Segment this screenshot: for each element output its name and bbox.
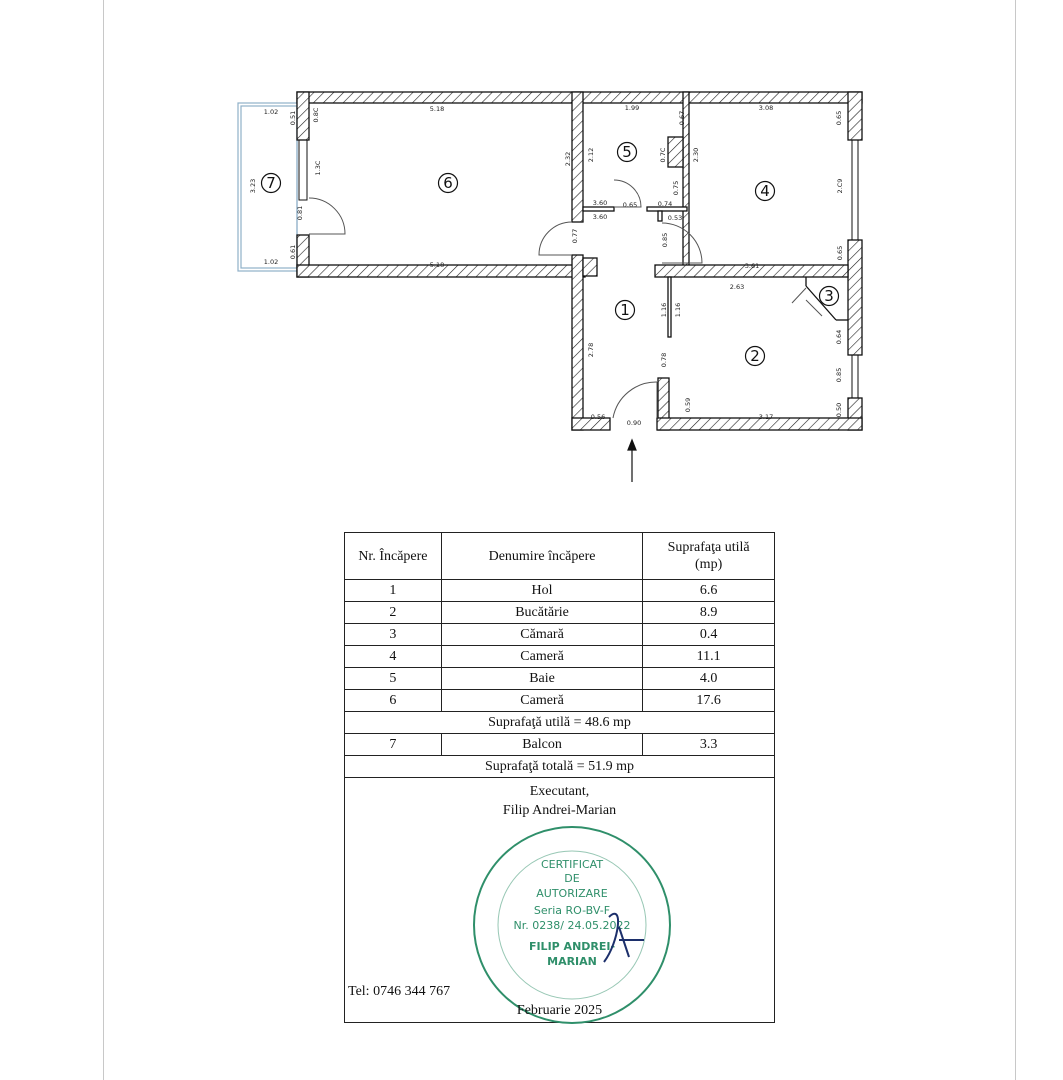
dimension-label: 2.30 bbox=[692, 147, 700, 163]
dimension-label: 0.56 bbox=[590, 413, 606, 421]
dimension-label: 0.75 bbox=[672, 180, 680, 196]
dimension-label: 5.18 bbox=[429, 261, 445, 269]
dimension-label: 5.18 bbox=[429, 105, 445, 113]
room-name: Balcon bbox=[441, 734, 642, 756]
dimension-label: 1.16 bbox=[674, 302, 682, 318]
room-area: 3.3 bbox=[643, 734, 775, 756]
dimension-label: 0.59 bbox=[684, 397, 692, 413]
room-name: Baie bbox=[441, 668, 642, 690]
dimension-label: 0.64 bbox=[835, 329, 843, 345]
header-room-name: Denumire încăpere bbox=[441, 533, 642, 580]
room-number: 7 bbox=[266, 174, 276, 192]
room-number: 1 bbox=[620, 301, 630, 319]
total-area: Suprafaţă totală = 51.9 mp bbox=[345, 756, 775, 778]
dimension-label: 2.12 bbox=[587, 147, 595, 163]
table-row bbox=[345, 602, 775, 624]
table-row bbox=[345, 646, 775, 668]
room-area: 0.4 bbox=[643, 624, 775, 646]
room-name: Bucătărie bbox=[441, 602, 642, 624]
dimension-label: 3.23 bbox=[249, 178, 257, 194]
dimension-label: 0.85 bbox=[835, 367, 843, 383]
dimension-label: 3.17 bbox=[758, 413, 774, 421]
document-date: Februarie 2025 bbox=[516, 1003, 603, 1018]
dimension-label: 0.77 bbox=[571, 228, 579, 244]
dimension-label: 2.32 bbox=[564, 151, 572, 167]
dimension-label: 0.50 bbox=[835, 402, 843, 418]
header-area-unit: (mp) bbox=[695, 557, 723, 572]
dimension-label: 0.65 bbox=[836, 245, 844, 261]
room-nr: 4 bbox=[345, 646, 442, 668]
dimension-label: 1.99 bbox=[624, 104, 640, 112]
entrance-arrow bbox=[628, 440, 636, 482]
dimension-label: 2.78 bbox=[587, 342, 595, 358]
room-markers bbox=[262, 143, 839, 366]
table-row bbox=[345, 624, 775, 646]
room-nr: 7 bbox=[345, 734, 442, 756]
table-row bbox=[345, 580, 775, 602]
room-nr: 5 bbox=[345, 668, 442, 690]
room-nr: 2 bbox=[345, 602, 442, 624]
executant-label: Executant, bbox=[529, 784, 590, 799]
dimension-label: 0.78 bbox=[660, 352, 668, 368]
useful-area-total: Suprafaţă utilă = 48.6 mp bbox=[345, 712, 775, 734]
dimension-label: 0.8C bbox=[312, 107, 320, 123]
dimension-label: 0.53 bbox=[667, 214, 683, 222]
dimension-label: 0.51 bbox=[289, 110, 297, 126]
room-name: Cămară bbox=[441, 624, 642, 646]
table-row bbox=[345, 734, 775, 756]
signature-row bbox=[345, 778, 775, 1023]
room-name: Cameră bbox=[441, 646, 642, 668]
stamp-line: FILIP ANDREI- bbox=[528, 940, 616, 953]
header-area-label: Suprafaţa utilă bbox=[667, 540, 750, 555]
room-area: 6.6 bbox=[643, 580, 775, 602]
room-nr: 1 bbox=[345, 580, 442, 602]
useful-area-row bbox=[345, 712, 775, 734]
phone-number: Tel: 0746 344 767 bbox=[348, 984, 451, 999]
authorization-stamp bbox=[469, 822, 675, 1028]
room-area: 8.9 bbox=[643, 602, 775, 624]
stamp-line: AUTORIZARE bbox=[536, 887, 608, 900]
table-row bbox=[345, 690, 775, 712]
stamp-line: DE bbox=[564, 872, 580, 885]
dimension-label: 0.67 bbox=[678, 110, 686, 126]
dimension-label: 1.02 bbox=[263, 258, 279, 266]
room-number: 6 bbox=[443, 174, 453, 192]
room-area: 4.0 bbox=[643, 668, 775, 690]
header-room-number: Nr. Încăpere bbox=[345, 533, 442, 580]
dimension-label: 3.60 bbox=[592, 213, 608, 221]
dimension-label: 3.08 bbox=[758, 104, 774, 112]
room-name: Cameră bbox=[441, 690, 642, 712]
executant-name: Filip Andrei-Marian bbox=[502, 803, 617, 818]
room-nr: 3 bbox=[345, 624, 442, 646]
dimension-label: 0.85 bbox=[661, 232, 669, 248]
signature-block bbox=[345, 778, 775, 1023]
dimension-label: 3.60 bbox=[592, 199, 608, 207]
header-area bbox=[643, 533, 775, 580]
dimension-label: 0.81 bbox=[296, 205, 304, 221]
stamp-line: Nr. 0238/ 24.05.2022 bbox=[513, 919, 631, 932]
area-table bbox=[344, 532, 775, 1023]
dimension-label: 1.3C bbox=[314, 160, 322, 176]
table-row bbox=[345, 668, 775, 690]
dimension-label: 3.61 bbox=[744, 262, 760, 270]
room-area: 17.6 bbox=[643, 690, 775, 712]
floor-plan bbox=[0, 0, 1063, 520]
dimension-label: 1.02 bbox=[263, 108, 279, 116]
dimension-label: 0.65 bbox=[622, 201, 638, 209]
room-number: 2 bbox=[750, 347, 760, 365]
dimension-label: 0.90 bbox=[626, 419, 642, 427]
room-name: Hol bbox=[441, 580, 642, 602]
room-number: 5 bbox=[622, 143, 632, 161]
room-nr: 6 bbox=[345, 690, 442, 712]
walls bbox=[297, 92, 862, 430]
room-area: 11.1 bbox=[643, 646, 775, 668]
stamp-line: MARIAN bbox=[547, 955, 597, 968]
dimension-label: 0.74 bbox=[657, 200, 673, 208]
dimension-label: 0.65 bbox=[835, 110, 843, 126]
room-number: 4 bbox=[760, 182, 770, 200]
dimension-label: 2.C9 bbox=[836, 178, 844, 194]
stamp-line: CERTIFICAT bbox=[540, 858, 604, 871]
total-area-row bbox=[345, 756, 775, 778]
dimension-label: 0.61 bbox=[289, 244, 297, 260]
doors bbox=[309, 180, 822, 418]
dimension-label: 0.7C bbox=[659, 147, 667, 163]
room-number: 3 bbox=[824, 287, 834, 305]
stamp-line: Seria RO-BV-F bbox=[533, 904, 611, 917]
dimension-label: 2.63 bbox=[729, 283, 745, 291]
dimension-label: 1.16 bbox=[660, 302, 668, 318]
table-header-row bbox=[345, 533, 775, 580]
